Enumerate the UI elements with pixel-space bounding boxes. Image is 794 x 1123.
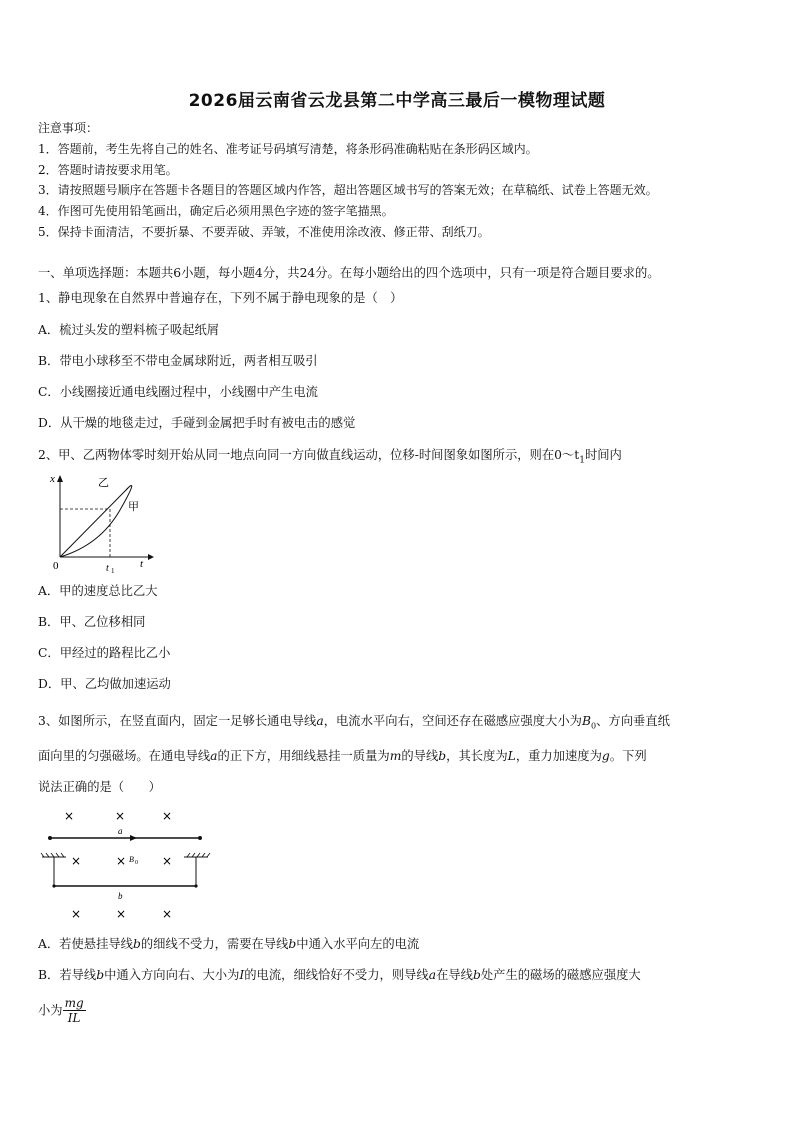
ceiling-right-hatch — [187, 853, 210, 857]
q3-l2-f: 。下列 — [609, 749, 647, 763]
curve-label-yi: 乙 — [98, 476, 109, 489]
fraction-denominator: IL — [67, 1011, 81, 1025]
wire-a-end-right — [198, 836, 202, 840]
q3-l2-e: ，重力加速度为 — [515, 749, 602, 763]
wire-b-label: b — [118, 891, 123, 901]
t-axis-arrow — [148, 554, 154, 560]
q3-option-a — [38, 936, 419, 952]
q1-option-b: B．带电小球移至不带电金属球附近，两者相互吸引 — [38, 354, 318, 368]
q3-l1-text-a: 3、如图所示，在竖直面内，固定一足够长通电导线 — [38, 714, 317, 728]
origin-label: 0 — [53, 560, 59, 572]
t1-tick-sub: 1 — [111, 567, 115, 575]
q3-l2-var-m: m — [389, 749, 402, 763]
notice-item-5: 5．保持卡面清洁，不要折暴、不要弄破、弄皱，不准使用涂改液、修正带、刮纸刀。 — [38, 225, 490, 239]
q3-stem-line1 — [38, 713, 670, 734]
q3-b-text-1: B．若导线 — [38, 968, 97, 982]
section-heading: 一、单项选择题：本题共6小题，每小题4分，共24分。在每小题给出的四个选项中，只有一项是符合题目要求的。 — [38, 266, 660, 280]
current-arrow — [130, 835, 137, 841]
q3-a-text-3: 中通入水平向左的电流 — [296, 937, 420, 951]
field-label-sub: 0 — [135, 860, 138, 866]
q3-stem-line2 — [38, 748, 647, 764]
q3-l2-b: 的正下方，用细线悬挂一质量为 — [217, 749, 390, 763]
cross-mark: × — [115, 907, 127, 921]
q2-option-a: A．甲的速度总比乙大 — [38, 584, 158, 598]
line-jia — [60, 488, 128, 557]
cross-mark: × — [115, 854, 127, 868]
notice-item-2: 2．答题时请按要求用笔。 — [38, 163, 178, 177]
q3-field-figure — [38, 804, 218, 924]
wire-a-label: a — [118, 826, 123, 836]
x-axis-arrow — [57, 475, 63, 482]
q3-option-b — [38, 967, 641, 983]
cross-mark: × — [161, 907, 173, 921]
cross-mark: × — [114, 809, 126, 823]
q1-option-c: C．小线圈接近通电线圈过程中，小线圈中产生电流 — [38, 385, 318, 399]
q3-b-text-5: 处产生的磁场的磁感应强度大 — [480, 968, 641, 982]
notice-item-3: 3．请按照题号顺序在答题卡各题目的答题区域内作答，超出答题区域书写的答案无效；在草稿纸、试卷上答题无效。 — [38, 183, 658, 197]
q2-option-c: C．甲经过的路程比乙小 — [38, 646, 171, 660]
page-title: 2026届云南省云龙县第二中学高三最后一模物理试题 — [188, 91, 606, 111]
q3-a-var-b2: b — [288, 937, 297, 951]
q2-stem-sub: 1 — [579, 455, 585, 466]
line-label-jia: 甲 — [128, 500, 139, 513]
field-label: B — [129, 855, 134, 864]
cross-mark: × — [63, 809, 75, 823]
q3-l2-a: 面向里的匀强磁场。在通电导线 — [38, 749, 211, 763]
q2-xt-graph — [40, 470, 160, 575]
fraction-mg-over-il — [63, 996, 86, 1025]
q3-b-text-6: 小为 — [38, 1003, 63, 1018]
q3-a-text-1: A．若使悬挂导线 — [38, 937, 133, 951]
q2-stem-tail: 时间内 — [584, 448, 622, 462]
q3-option-b-line2 — [38, 996, 86, 1025]
q3-l1-var-b0: B — [581, 714, 591, 728]
q3-l1-text-b: ，电流水平向右，空间还存在磁感应强度大小为 — [323, 714, 582, 728]
q1-stem: 1、静电现象在自然界中普遍存在，下列不属于静电现象的是（ ） — [38, 291, 403, 305]
q1-option-d: D．从干燥的地毯走过，手碰到金属把手时有被电击的感觉 — [38, 416, 356, 430]
q3-b-var-a: a — [428, 968, 437, 982]
cross-mark: × — [161, 809, 173, 823]
q2-option-b: B．甲、乙位移相同 — [38, 615, 146, 629]
x-axis-label: x — [50, 473, 55, 485]
q3-l2-var-l: L — [507, 749, 516, 763]
q3-b-var-i: I — [239, 968, 245, 982]
q3-b-var-b: b — [96, 968, 105, 982]
q3-l2-d: ，其长度为 — [446, 749, 508, 763]
q3-l1-var-a: a — [316, 714, 324, 728]
q3-l2-c: 的导线 — [401, 749, 439, 763]
cross-mark: × — [70, 854, 82, 868]
cross-mark: × — [161, 854, 173, 868]
q3-b-var-b2: b — [472, 968, 481, 982]
notice-heading: 注意事项： — [38, 121, 99, 135]
q3-b-text-4: 在导线 — [436, 968, 473, 982]
q3-l2-var-b: b — [438, 749, 447, 763]
q3-l1-text-c: 、方向垂直纸 — [596, 714, 670, 728]
q3-l2-var-a: a — [210, 749, 218, 763]
notice-item-1: 1．答题前，考生先将自己的姓名、准考证号码填写清楚，将条形码准确粘贴在条形码区域内。 — [38, 142, 538, 156]
fraction-numerator: mg — [64, 996, 84, 1010]
wire-b-end-left — [52, 884, 55, 887]
wire-b-end-right — [194, 884, 197, 887]
q3-b-text-2: 中通入方向向右、大小为 — [104, 968, 240, 982]
q2-stem-text: 2、甲、乙两物体零时刻开始从同一地点向同一方向做直线运动，位移-时间图象如图所示，则在0～t — [38, 448, 580, 462]
q2-stem — [38, 447, 622, 468]
t1-tick-label: t — [106, 563, 109, 574]
q2-option-d: D．甲、乙均做加速运动 — [38, 677, 171, 691]
q3-l1-sub: 0 — [591, 721, 597, 731]
q3-stem-line3: 说法正确的是（ ） — [38, 780, 161, 794]
cross-mark: × — [70, 907, 82, 921]
q3-a-var-b: b — [132, 937, 141, 951]
notice-item-4: 4．作图可先使用铅笔画出，确定后必须用黑色字迹的签字笔描黑。 — [38, 204, 394, 218]
q1-option-a: A．梳过头发的塑料梳子吸起纸屑 — [38, 323, 220, 337]
ceiling-left-hatch — [41, 853, 64, 857]
q3-a-text-2: 的细线不受力，需要在导线 — [140, 937, 289, 951]
t-axis-label: t — [140, 558, 144, 570]
q3-b-text-3: 的电流，细线恰好不受力，则导线 — [244, 968, 429, 982]
q3-l2-var-g: g — [601, 749, 610, 763]
